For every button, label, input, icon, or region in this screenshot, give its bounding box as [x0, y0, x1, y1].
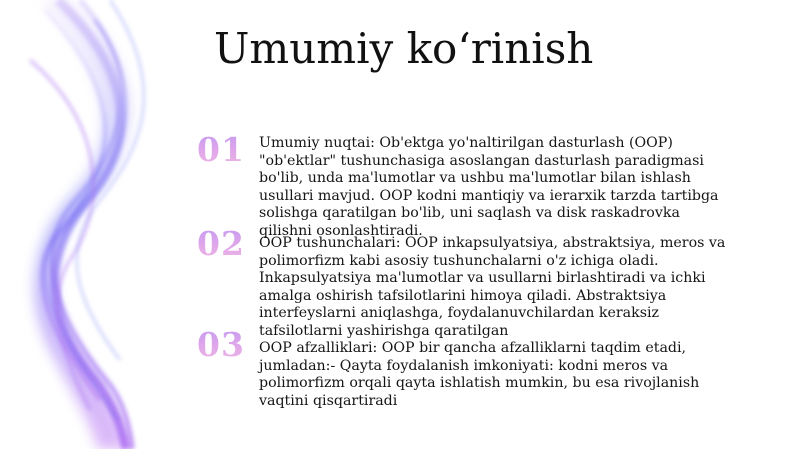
- item-number-02: 02: [197, 224, 245, 263]
- item-text-01: Umumiy nuqtai: Ob'ektga yo'naltirilgan dasturlash (OOP) "ob'ektlar" tushunchasiga asoslangan dasturlash paradigmasi bo'lib, unda ma'lumotlar va ushbu ma'lumotlar bilan ishlash usullari mavjud. OOP kodni mantiqiy va ierarxik tarzda tartibga solishga qaratilgan bo'lib, uni saqlash va disk raskadrovka qilishni osonlashtiradi.: [259, 135, 719, 239]
- slide-title: Umumiy ko‘rinish: [214, 24, 594, 73]
- item-number-01: 01: [197, 130, 245, 169]
- item-text-02: OOP tushunchalari: OOP inkapsulyatsiya, abstraktsiya, meros va polimorfizm kabi asosiy tushunchalarni o'z ichiga oladi. Inkapsulyatsiya ma'lumotlar va usullarni birlashtiradi va ichki amalga oshirish tafsilotlarini himoya qiladi. Abstraktsiya interfeyslarni aniqlashga, foydalanuvchilardan keraksiz tafsilotlarni yashirishga qaratilgan: [259, 235, 726, 339]
- smoke-wave-decoration: [0, 0, 200, 449]
- item-text-03: OOP afzalliklari: OOP bir qancha afzalliklarni taqdim etadi, jumladan:- Qayta foydalanish imkoniyati: kodni meros va polimorfizm orqali qayta ishlatish mumkin, bu esa rivojlanish vaqtini qisqartiradi: [259, 340, 700, 409]
- item-number-03: 03: [197, 325, 245, 364]
